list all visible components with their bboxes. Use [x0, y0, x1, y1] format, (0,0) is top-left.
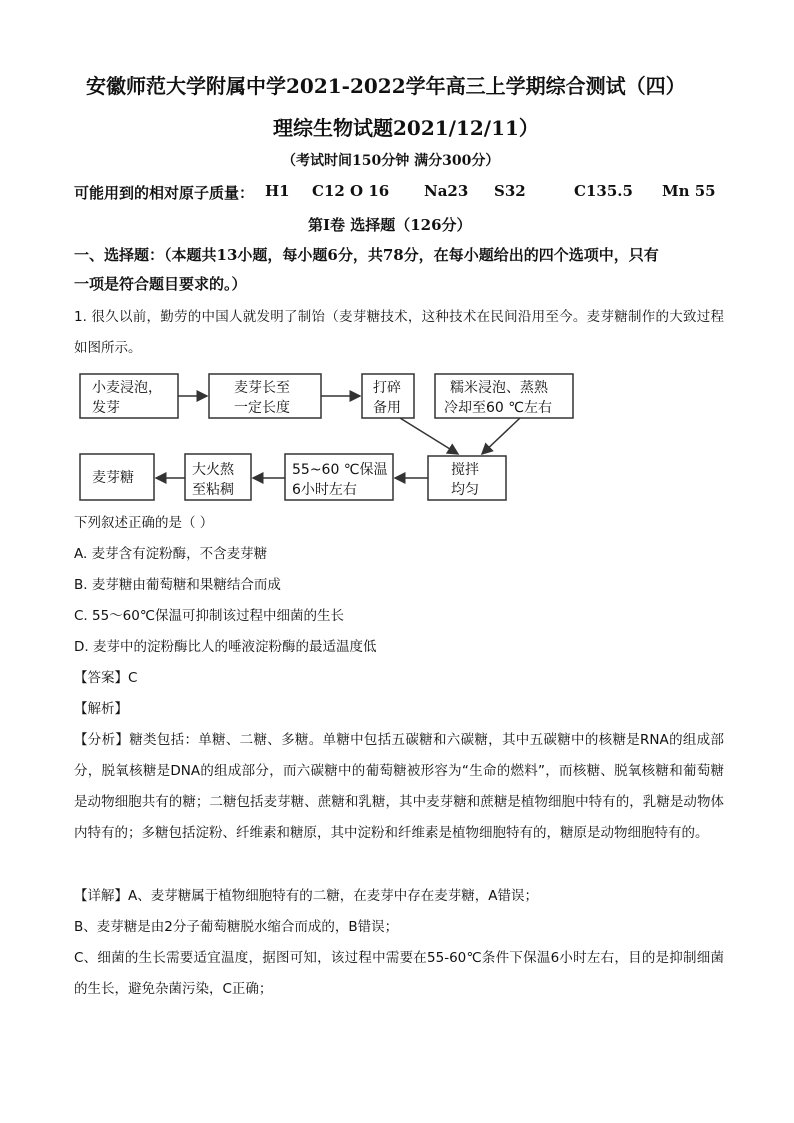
svg-text:麦芽糖: 麦芽糖: [92, 470, 134, 486]
section-title: 第I卷 选择题（126分）: [308, 216, 472, 234]
flow-step-crush: [362, 374, 414, 418]
option-c: C. 55～60℃保温可抑制该过程中细菌的生长: [74, 608, 345, 624]
atomic-mass-item: C135.5: [574, 182, 633, 200]
svg-text:糯米浸泡、蒸熟: 糯米浸泡、蒸熟: [450, 380, 548, 396]
flow-arrow: [400, 418, 458, 454]
exam-info: （考试时间150分钟 满分300分）: [282, 153, 500, 169]
option-d: D. 麦芽中的淀粉酶比人的唾液淀粉酶的最适温度低: [74, 639, 377, 655]
detail-line-a: 【详解】A、麦芽糖属于植物细胞特有的二糖，在麦芽中存在麦芽糖，A错误；: [74, 888, 538, 904]
svg-text:麦芽长至: 麦芽长至: [234, 380, 290, 396]
svg-text:至粘稠: 至粘稠: [192, 482, 234, 498]
svg-text:一定长度: 一定长度: [234, 400, 290, 416]
page-title: 安徽师范大学附属中学2021-2022学年高三上学期综合测试（四）: [86, 74, 686, 98]
flow-step-stir: [428, 456, 506, 500]
instructions-line1: 一、选择题：（本题共13小题，每小题6分，共78分，在每小题给出的四个选项中，只有: [74, 246, 659, 264]
option-b: B. 麦芽糖由葡萄糖和果糖结合而成: [74, 577, 281, 593]
flow-step-boil: [185, 454, 251, 500]
analysis-label: 【解析】: [74, 701, 128, 717]
analysis-text: 【分析】糖类包括：单糖、二糖、多糖。单糖中包括五碳糖和六碳糖，其中五碳糖中的核糖是RNA的组成部分，脱氧核糖是DNA的组成部分，而六碳糖中的葡萄糖被形容为“生命的燃料”，而核糖、脱氧核糖和葡萄糖是动物细胞共有的糖；二糖包括麦芽糖、蔗糖和乳糖，其中麦芽糖和蔗糖是植物细胞中特有的，乳糖是动物体内特有的；多糖包括淀粉、纤维素和糖原，其中淀粉和纤维素是植物细胞特有的，糖原是动物细胞特有的。: [74, 732, 724, 841]
svg-text:发芽: 发芽: [92, 400, 120, 416]
option-a: A. 麦芽含有淀粉酶，不含麦芽糖: [74, 546, 268, 562]
svg-text:均匀: 均匀: [451, 482, 479, 498]
svg-text:小麦浸泡，: 小麦浸泡，: [92, 380, 162, 396]
process-flowchart: [0, 366, 794, 506]
svg-text:55~60 ℃保温: 55~60 ℃保温: [292, 462, 388, 478]
question-stem: 1. 很久以前，勤劳的中国人就发明了制饴（麦芽糖技术，这种技术在民间沿用至今。麦芽糖制作的大致过程如图所示。: [74, 309, 724, 356]
flow-step-incubate: [285, 454, 393, 500]
svg-text:大火熬: 大火熬: [192, 462, 234, 478]
svg-text:搅拌: 搅拌: [451, 462, 479, 478]
flow-step-maltose: [80, 454, 154, 500]
answer: 【答案】C: [74, 670, 138, 686]
atomic-mass-item: Mn 55: [662, 182, 716, 200]
flow-step-glutinous-rice: [435, 374, 573, 418]
flow-arrow: [482, 418, 520, 454]
flow-step-grow-malt: [209, 374, 321, 418]
atomic-mass-item: Na23: [424, 182, 469, 200]
detail-line-c: C、细菌的生长需要适宜温度，据图可知，该过程中需要在55-60℃条件下保温6小时左右，目的是抑制细菌的生长，避免杂菌污染，C正确；: [74, 950, 724, 997]
detail-line-b: B、麦芽糖是由2分子葡萄糖脱水缩合而成的，B错误；: [74, 919, 399, 935]
atomic-mass-item: C12 O 16: [312, 182, 390, 200]
atomic-mass-item: H1: [265, 182, 290, 200]
page-subtitle: 理综生物试题2021/12/11）: [273, 116, 539, 140]
atomic-mass-item: S32: [494, 182, 526, 200]
instructions-line2: 一项是符合题目要求的。）: [74, 275, 247, 293]
svg-text:备用: 备用: [373, 400, 401, 416]
svg-text:打碎: 打碎: [373, 380, 401, 396]
question-prompt: 下列叙述正确的是（ ）: [74, 515, 214, 531]
svg-text:6小时左右: 6小时左右: [292, 482, 357, 498]
atomic-mass-label: 可能用到的相对原子质量：: [74, 184, 255, 202]
svg-text:冷却至60 ℃左右: 冷却至60 ℃左右: [444, 400, 552, 416]
flow-step-soak-wheat: [80, 374, 178, 418]
